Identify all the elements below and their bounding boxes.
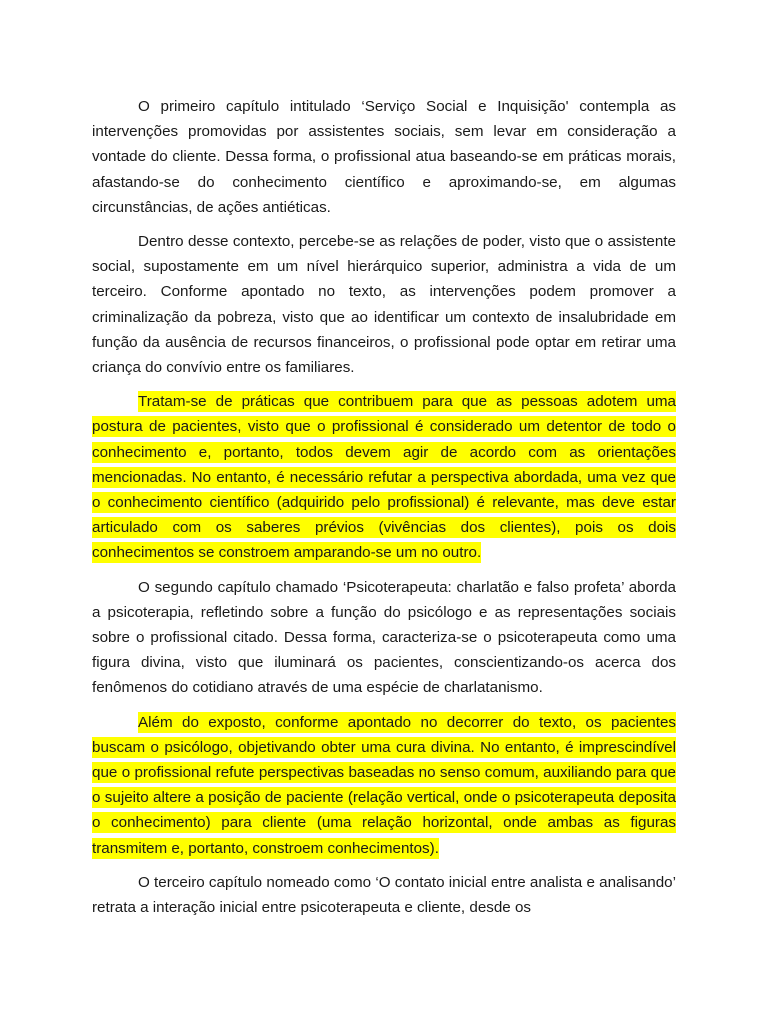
paragraph-2-text: Dentro desse contexto, percebe-se as relações de poder, visto que o assistente social, supostamente em um nível hierárquico superior, administra a vida de um terceiro. Conforme apontado no texto, as intervenções podem promover a criminalização da pobreza, visto que ao identificar um contexto de insalubridade em função da ausência de recursos financeiros, o profissional pode optar em retirar uma criança do convívio entre os familiares. <box>92 233 676 377</box>
paragraph-5-text: Além do exposto, conforme apontado no decorrer do texto, os pacientes buscam o psicólogo, objetivando obter uma cura divina. No entanto, é imprescindível que o profissional refute perspectivas baseadas no senso comum, auxiliando para que o sujeito altere a posição de paciente (relação vertical, onde o psicoterapeuta deposita o conhecimento) para cliente (uma relação horizontal, onde ambas as figuras transmitem e, portanto, constroem conhecimentos). <box>92 713 676 857</box>
paragraph-3-text: Tratam-se de práticas que contribuem para que as pessoas adotem uma postura de pacientes, visto que o profissional é considerado um detentor de todo o conhecimento e, portanto, todos devem agir de acordo com as orientações mencionadas. No entanto, é necessário refutar a perspectiva abordada, uma vez que o conhecimento científico (adquirido pelo profissional) é relevante, mas deve estar articulado com os saberes prévios (vivências dos clientes), pois os dois conhecimentos se constroem amparando-se um no outro. <box>92 393 676 562</box>
paragraph-1-text: O primeiro capítulo intitulado ‘Serviço Social e Inquisição' contempla as intervenções promovidas por assistentes sociais, sem levar em consideração a vontade do cliente. Dessa forma, o profissional atua baseando-se em práticas morais, afastando-se do conhecimento científico e aproximando-se, em algumas circunstâncias, de ações antiéticas. <box>92 98 676 216</box>
paragraph-6 <box>92 870 676 920</box>
paragraph-3-highlighted <box>92 389 676 565</box>
paragraph-2 <box>92 229 676 380</box>
paragraph-4 <box>92 575 676 701</box>
paragraph-5-highlighted <box>92 710 676 861</box>
paragraph-6-text: O terceiro capítulo nomeado como ‘O contato inicial entre analista e analisando’ retrata a interação inicial entre psicoterapeuta e cliente, desde os <box>92 873 676 917</box>
paragraph-1 <box>92 94 676 220</box>
document-page <box>92 94 676 929</box>
paragraph-4-text: O segundo capítulo chamado ‘Psicoterapeuta: charlatão e falso profeta’ aborda a psicoterapia, refletindo sobre a função do psicólogo e as representações sociais sobre o profissional citado. Dessa forma, caracteriza-se o psicoterapeuta como uma figura divina, visto que iluminará os pacientes, conscientizando-os acerca dos fenômenos do cotidiano através de uma espécie de charlatanismo. <box>92 578 676 697</box>
